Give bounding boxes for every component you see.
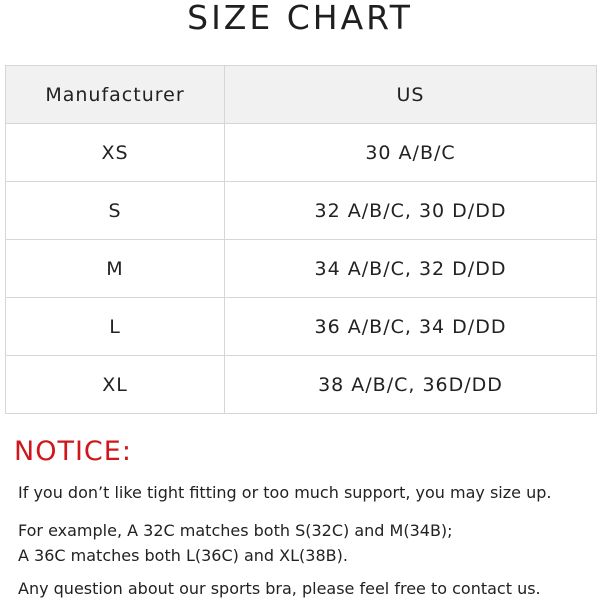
notice-line-example: For example, A 32C matches both S(32C) and M(34B); (18, 521, 453, 540)
size-cell: M (6, 240, 225, 298)
column-header-us: US (225, 66, 597, 124)
table-row (6, 182, 597, 240)
notice-line-size-up: If you don’t like tight fitting or too much support, you may size up. (18, 483, 552, 502)
size-cell: S (6, 182, 225, 240)
notice-heading: NOTICE: (14, 436, 132, 467)
us-size-cell: 30 A/B/C (225, 124, 597, 182)
table-row (6, 356, 597, 414)
size-cell: XL (6, 356, 225, 414)
page-title: SIZE CHART (187, 0, 413, 37)
size-cell: L (6, 298, 225, 356)
notice-line-contact: Any question about our sports bra, please feel free to contact us. (18, 579, 541, 598)
size-cell: XS (6, 124, 225, 182)
us-size-cell: 36 A/B/C, 34 D/DD (225, 298, 597, 356)
table-row (6, 298, 597, 356)
table-row (6, 124, 597, 182)
us-size-cell: 34 A/B/C, 32 D/DD (225, 240, 597, 298)
us-size-cell: 32 A/B/C, 30 D/DD (225, 182, 597, 240)
table-row (6, 240, 597, 298)
us-size-cell: 38 A/B/C, 36D/DD (225, 356, 597, 414)
table-header-row (6, 66, 597, 124)
column-header-manufacturer: Manufacturer (6, 66, 225, 124)
notice-line-example-2: A 36C matches both L(36C) and XL(38B). (18, 546, 348, 565)
size-chart-table (5, 65, 597, 414)
